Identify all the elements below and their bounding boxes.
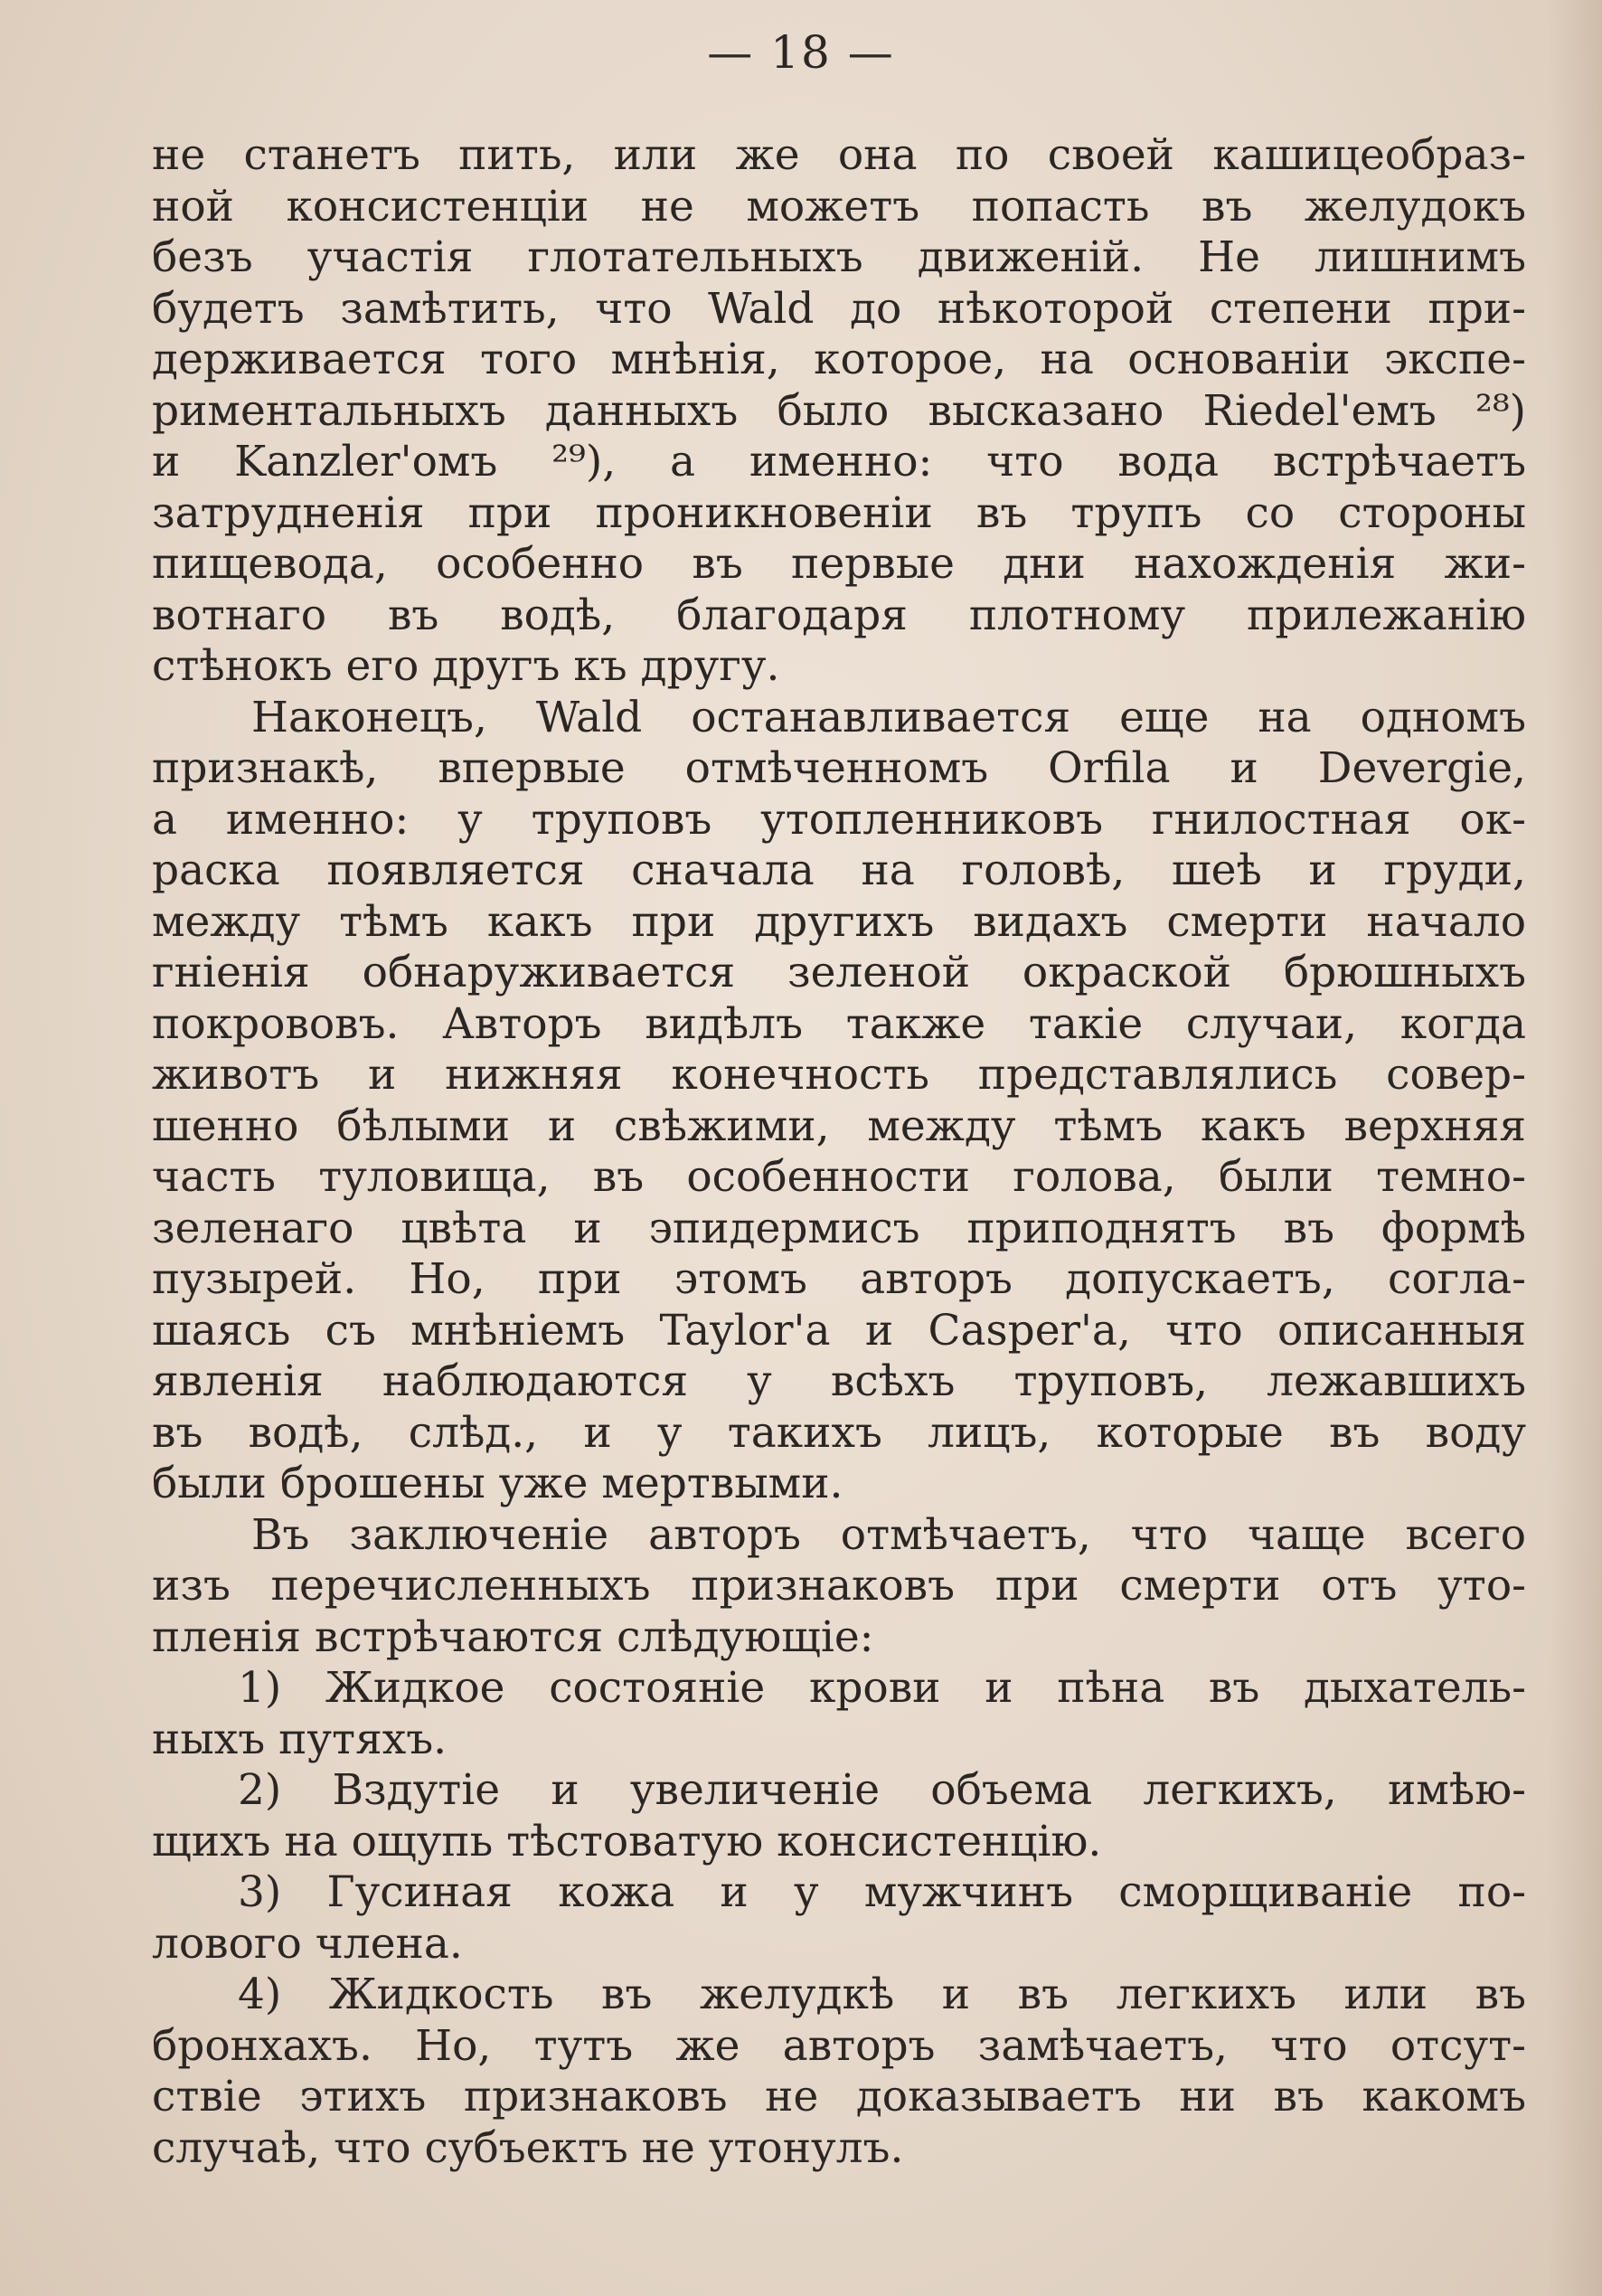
text-line: а именно: у труповъ утопленниковъ гнилостная ок-: [152, 794, 1526, 845]
text-line: часть туловища, въ особенности голова, были темно-: [152, 1152, 1526, 1202]
list-item-4-line: бронхахъ. Но, тутъ же авторъ замѣчаетъ, что отсут-: [152, 2020, 1526, 2071]
text-line: между тѣмъ какъ при другихъ видахъ смерти начало: [152, 896, 1526, 947]
text-line: покрововъ. Авторъ видѣлъ также такіе случаи, когда: [152, 998, 1526, 1049]
list-item-4-line: ствіе этихъ признаковъ не доказываетъ ни въ какомъ: [152, 2072, 1526, 2121]
list-item-2-line: щихъ на ощупь тѣстоватую консистенцію.: [152, 1816, 1102, 1866]
text-line: будетъ замѣтить, что Wald до нѣкоторой степени при-: [152, 283, 1526, 334]
text-line: животъ и нижняя конечность представлялись совер-: [152, 1050, 1526, 1100]
body-text: [152, 130, 1526, 2174]
list-item-1-line: ныхъ путяхъ.: [152, 1714, 448, 1764]
text-line: шенно бѣлыми и свѣжими, между тѣмъ какъ верхняя: [152, 1101, 1526, 1151]
paragraph-start-line: Въ заключеніе авторъ отмѣчаетъ, что чаще всего: [251, 1509, 1526, 1560]
text-line: гніенія обнаруживается зеленой окраской брюшныхъ: [152, 948, 1526, 997]
paragraph-start-line: Наконецъ, Wald останавливается еще на одномъ: [251, 692, 1526, 742]
text-line: не станетъ пить, или же она по своей кашицеобраз-: [152, 130, 1526, 180]
text-line: безъ участія глотательныхъ движеній. Не лишнимъ: [152, 232, 1526, 282]
text-line: пленія встрѣчаются слѣдующіе:: [152, 1611, 874, 1662]
text-line: шаясь съ мнѣніемъ Taylor'а и Casper'а, что описанныя: [152, 1305, 1526, 1356]
text-line: ной консистенціи не можетъ попасть въ желудокъ: [152, 181, 1526, 231]
list-item-3-line: 3) Гусиная кожа и у мужчинъ сморщиваніе по-: [238, 1867, 1526, 1917]
text-line: явленія наблюдаются у всѣхъ труповъ, лежавшихъ: [152, 1356, 1526, 1406]
text-line: зеленаго цвѣта и эпидермисъ приподнятъ въ формѣ: [152, 1203, 1526, 1253]
list-item-2-line: 2) Вздутіе и увеличеніе объема легкихъ, имѣю-: [238, 1765, 1526, 1815]
text-line: признакѣ, впервые отмѣченномъ Orfila и Devergie,: [152, 743, 1526, 793]
text-line: изъ перечисленныхъ признаковъ при смерти отъ уто-: [152, 1561, 1526, 1611]
list-item-4-line: случаѣ, что субъектъ не утонулъ.: [152, 2122, 904, 2173]
text-line: держивается того мнѣнія, которое, на основаніи экспе-: [152, 335, 1526, 384]
text-line: были брошены уже мертвыми.: [152, 1459, 843, 1508]
list-item-4-line: 4) Жидкость въ желудкѣ и въ легкихъ или въ: [238, 1970, 1526, 2019]
text-line: въ водѣ, слѣд., и у такихъ лицъ, которые въ воду: [152, 1407, 1526, 1458]
text-line: вотнаго въ водѣ, благодаря плотному прилежанію: [152, 590, 1526, 640]
text-line: и Kanzler'омъ ²⁹), а именно: что вода встрѣчаетъ: [152, 437, 1526, 487]
text-line: пузырей. Но, при этомъ авторъ допускаетъ, согла-: [152, 1254, 1526, 1304]
list-item-1-line: 1) Жидкое состояніе крови и пѣна въ дыхатель-: [238, 1663, 1526, 1713]
list-item-3-line: лового члена.: [152, 1918, 463, 1969]
text-line: раска появляется сначала на головѣ, шеѣ и груди,: [152, 846, 1526, 895]
text-line: стѣнокъ его другъ къ другу.: [152, 641, 780, 691]
page-number: — 18 —: [707, 26, 895, 79]
text-line: риментальныхъ данныхъ было высказано Riedel'емъ ²⁸): [152, 385, 1526, 436]
text-line: затрудненія при проникновеніи въ трупъ со стороны: [152, 487, 1526, 538]
text-line: пищевода, особенно въ первые дни нахожденія жи-: [152, 539, 1526, 589]
